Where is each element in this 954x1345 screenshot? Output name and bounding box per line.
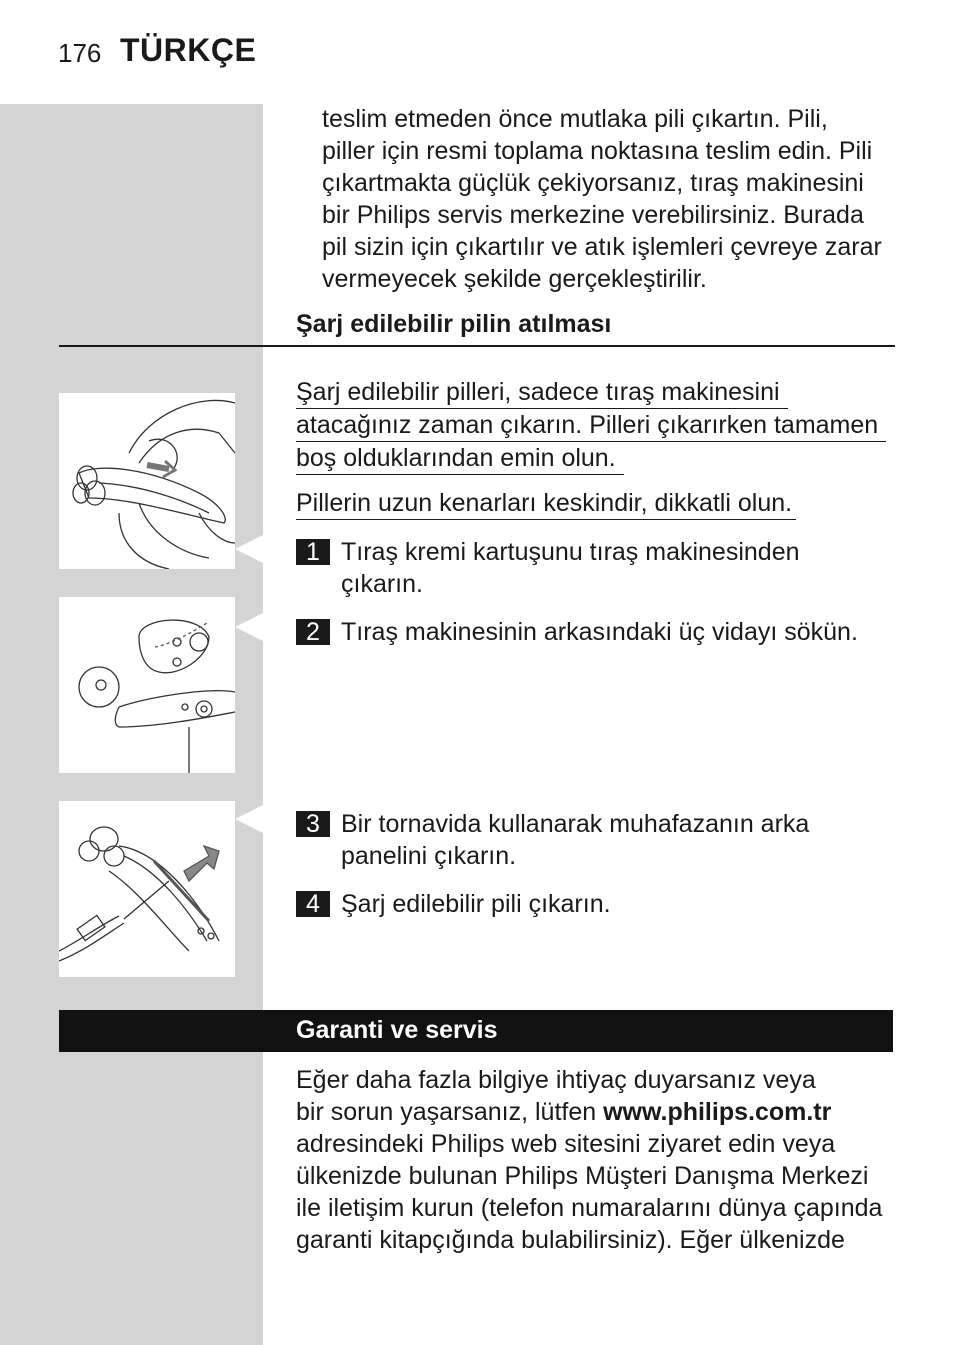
service-line: garanti kitapçığında bulabilirsiniz). Eğer ülkenizde [296,1226,845,1254]
intro-line: teslim etmeden önce mutlaka pili çıkartın. Pili, [322,105,828,133]
illustration-remove-panel [59,801,235,977]
service-line: ülkenizde bulunan Philips Müşteri Danışma Merkezi [296,1162,869,1190]
intro-line: pil sizin için çıkartılır ve atık işlemleri çevreye zarar [322,233,882,261]
guarantee-paragraph [296,1064,896,1256]
intro-line: piller için resmi toplama noktasına teslim edin. Pili [322,137,873,165]
warning-line: Şarj edilebilir pilleri, sadece tıraş makinesini [296,376,788,409]
service-line: adresindeki Philips web sitesini ziyaret edin veya [296,1130,836,1158]
step-2 [296,616,901,648]
service-line: Eğer daha fazla bilgiye ihtiyaç duyarsanız veya [296,1066,816,1094]
warning-line: atacağınız zaman çıkarın. Pilleri çıkarırken tamamen [296,409,886,442]
step-text-line: Şarj edilebilir pili çıkarın. [341,890,611,918]
battery-warning [296,376,886,475]
intro-line: vermeyecek şekilde gerçekleştirilir. [322,265,707,293]
step-text-line: çıkarın. [341,570,423,598]
step-4 [296,888,901,920]
service-line-text: bir sorun yaşarsanız, lütfen [296,1098,604,1126]
philips-url-link[interactable]: www.philips.com.tr [603,1098,832,1126]
service-line [296,1096,896,1128]
intro-line: çıkartmakta güçlük çekiyorsanız, tıraş makinesini [322,169,864,197]
service-line: ile iletişim kurun (telefon numaralarını dünya çapında [296,1194,883,1222]
battery-section-heading: Şarj edilebilir pilin atılması [296,310,612,338]
section-divider [59,345,895,347]
step-number: 1 [296,539,330,565]
step-number: 2 [296,619,330,645]
illustration-remove-cartridge [59,393,235,569]
step-number: 4 [296,891,330,917]
guarantee-section-heading: Garanti ve servis [296,1016,498,1044]
warning-line: boş olduklarından emin olun. [296,442,624,475]
intro-paragraph [322,103,902,295]
step-text-line: Tıraş kremi kartuşunu tıraş makinesinden [341,538,800,566]
intro-line: bir Philips servis merkezine verebilirsiniz. Burada [322,201,864,229]
step-text-line: panelini çıkarın. [341,842,517,870]
step-text-line: Bir tornavida kullanarak muhafazanın arka [341,810,810,838]
step-number: 3 [296,811,330,837]
page-number: 176 [58,38,102,68]
step-text-line: Tıraş makinesinin arkasındaki üç vidayı sökün. [341,618,858,646]
illustration-pointer [235,535,263,563]
sharp-edges-warning: Pillerin uzun kenarları keskindir, dikkatli olun. [296,487,796,520]
illustration-remove-screws [59,597,235,773]
step-1 [296,536,901,600]
illustration-pointer [235,613,263,641]
step-3 [296,808,901,872]
page-language-title: TÜRKÇE [120,32,257,68]
illustration-pointer [235,805,263,833]
